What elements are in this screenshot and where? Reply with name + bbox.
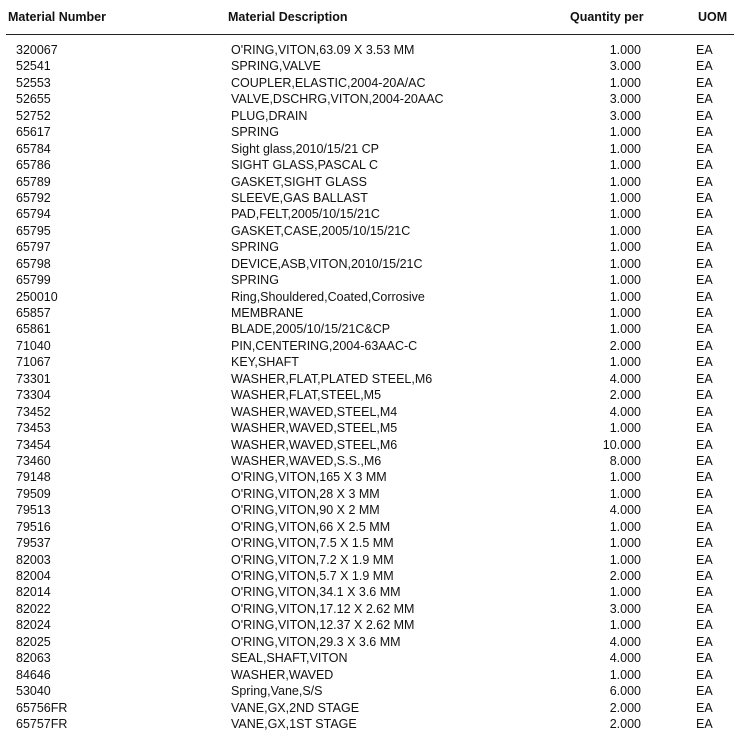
header-uom: UOM — [698, 10, 728, 24]
parts-table-body — [0, 42, 740, 732]
table-row — [0, 42, 740, 58]
table-row — [0, 552, 740, 568]
material-number-cell: 82025 — [16, 634, 51, 649]
material-number-cell: 82022 — [16, 601, 51, 616]
material-number-cell: 250010 — [16, 289, 58, 304]
material-description-cell: O'RING,VITON,66 X 2.5 MM — [231, 519, 391, 534]
table-row — [0, 535, 740, 551]
material-number-cell: 71067 — [16, 355, 51, 370]
header-quantity-per: Quantity per — [570, 10, 644, 24]
quantity-cell: 8.000 — [609, 453, 641, 468]
material-description-cell: O'RING,VITON,29.3 X 3.6 MM — [231, 634, 401, 649]
material-number-cell: 65795 — [16, 223, 51, 238]
material-number-cell: 53040 — [16, 684, 51, 699]
quantity-cell: 1.000 — [609, 240, 641, 255]
material-number-cell: 65797 — [16, 240, 51, 255]
uom-cell: EA — [696, 273, 713, 288]
quantity-cell: 1.000 — [609, 273, 641, 288]
table-row — [0, 223, 740, 239]
table-row — [0, 700, 740, 716]
quantity-cell: 1.000 — [609, 421, 641, 436]
material-description-cell: VALVE,DSCHRG,VITON,2004-20AAC — [231, 92, 444, 107]
material-description-cell: WASHER,FLAT,STEEL,M5 — [231, 388, 382, 403]
quantity-cell: 4.000 — [609, 503, 641, 518]
quantity-cell: 1.000 — [609, 618, 641, 633]
table-row — [0, 58, 740, 74]
table-row — [0, 716, 740, 732]
material-number-cell: 73452 — [16, 404, 51, 419]
uom-cell: EA — [696, 240, 713, 255]
quantity-cell: 1.000 — [609, 125, 641, 140]
quantity-cell: 2.000 — [609, 700, 641, 715]
quantity-cell: 1.000 — [609, 158, 641, 173]
material-number-cell: 65786 — [16, 158, 51, 173]
quantity-cell: 1.000 — [609, 223, 641, 238]
uom-cell: EA — [696, 207, 713, 222]
quantity-cell: 2.000 — [609, 338, 641, 353]
quantity-cell: 1.000 — [609, 667, 641, 682]
material-description-cell: SPRING,VALVE — [231, 59, 321, 74]
material-number-cell: 79537 — [16, 536, 51, 551]
material-number-cell: 52655 — [16, 92, 51, 107]
quantity-cell: 2.000 — [609, 569, 641, 583]
material-description-cell: WASHER,WAVED,STEEL,M5 — [231, 421, 398, 436]
uom-cell: EA — [696, 223, 713, 238]
quantity-cell: 4.000 — [609, 651, 641, 666]
quantity-cell: 1.000 — [609, 355, 641, 370]
material-description-cell: O'RING,VITON,165 X 3 MM — [231, 470, 387, 485]
uom-cell: EA — [696, 552, 713, 567]
material-description-cell: SLEEVE,GAS BALLAST — [231, 190, 368, 205]
material-description-cell: WASHER,FLAT,PLATED STEEL,M6 — [231, 371, 433, 386]
table-row — [0, 683, 740, 699]
table-row — [0, 667, 740, 683]
header-divider — [6, 34, 734, 35]
material-description-cell: O'RING,VITON,34.1 X 3.6 MM — [231, 585, 401, 600]
table-row — [0, 206, 740, 222]
uom-cell: EA — [696, 437, 713, 452]
material-description-cell: Spring,Vane,S/S — [231, 684, 323, 699]
material-description-cell: O'RING,VITON,63.09 X 3.53 MM — [231, 43, 415, 57]
material-number-cell: 73304 — [16, 388, 51, 403]
uom-cell: EA — [696, 536, 713, 551]
material-description-cell: DEVICE,ASB,VITON,2010/15/21C — [231, 256, 423, 271]
table-row — [0, 190, 740, 206]
table-row — [0, 305, 740, 321]
material-number-cell: 73301 — [16, 371, 51, 386]
table-row — [0, 502, 740, 518]
uom-cell: EA — [696, 289, 713, 304]
material-number-cell: 79148 — [16, 470, 51, 485]
quantity-cell: 2.000 — [609, 388, 641, 403]
uom-cell: EA — [696, 355, 713, 370]
material-description-cell: WASHER,WAVED,STEEL,M4 — [231, 404, 398, 419]
table-row — [0, 157, 740, 173]
quantity-cell: 1.000 — [609, 190, 641, 205]
quantity-cell: 1.000 — [609, 174, 641, 189]
material-description-cell: SPRING — [231, 125, 279, 140]
uom-cell: EA — [696, 684, 713, 699]
quantity-cell: 4.000 — [609, 371, 641, 386]
material-number-cell: 82063 — [16, 651, 51, 666]
quantity-cell: 1.000 — [609, 306, 641, 320]
quantity-cell: 1.000 — [609, 322, 641, 337]
uom-cell: EA — [696, 388, 713, 403]
uom-cell: EA — [696, 125, 713, 140]
uom-cell: EA — [696, 453, 713, 468]
table-row — [0, 634, 740, 650]
quantity-cell: 1.000 — [609, 207, 641, 222]
material-description-cell: WASHER,WAVED,S.S.,M6 — [231, 453, 382, 468]
uom-cell: EA — [696, 667, 713, 682]
material-number-cell: 79516 — [16, 519, 51, 534]
table-row — [0, 437, 740, 453]
material-number-cell: 79509 — [16, 486, 51, 501]
material-description-cell: O'RING,VITON,90 X 2 MM — [231, 503, 380, 518]
material-number-cell: 73453 — [16, 421, 51, 436]
material-description-cell: VANE,GX,2ND STAGE — [231, 700, 360, 715]
uom-cell: EA — [696, 470, 713, 485]
material-description-cell: PAD,FELT,2005/10/15/21C — [231, 207, 380, 222]
table-row — [0, 519, 740, 535]
table-row — [0, 108, 740, 124]
table-row — [0, 289, 740, 305]
material-number-cell: 65799 — [16, 273, 51, 288]
material-number-cell: 65617 — [16, 125, 51, 140]
quantity-cell: 4.000 — [609, 404, 641, 419]
material-description-cell: WASHER,WAVED — [231, 667, 334, 682]
material-description-cell: COUPLER,ELASTIC,2004-20A/AC — [231, 75, 426, 90]
quantity-cell: 6.000 — [609, 684, 641, 699]
table-row — [0, 272, 740, 288]
table-row — [0, 141, 740, 157]
material-description-cell: GASKET,CASE,2005/10/15/21C — [231, 223, 411, 238]
uom-cell: EA — [696, 716, 713, 731]
material-description-cell: SIGHT GLASS,PASCAL C — [231, 158, 379, 173]
quantity-cell: 1.000 — [609, 289, 641, 304]
material-description-cell: BLADE,2005/10/15/21C&CP — [231, 322, 391, 337]
material-number-cell: 73460 — [16, 453, 51, 468]
quantity-cell: 1.000 — [609, 75, 641, 90]
header-material-number: Material Number — [8, 10, 106, 24]
uom-cell: EA — [696, 92, 713, 107]
table-row — [0, 601, 740, 617]
table-row — [0, 420, 740, 436]
material-number-cell: 65794 — [16, 207, 51, 222]
quantity-cell: 1.000 — [609, 519, 641, 534]
quantity-cell: 3.000 — [609, 108, 641, 123]
uom-cell: EA — [696, 618, 713, 633]
quantity-cell: 1.000 — [609, 536, 641, 551]
material-number-cell: 65757FR — [16, 716, 68, 731]
uom-cell: EA — [696, 651, 713, 666]
material-description-cell: KEY,SHAFT — [231, 355, 299, 370]
uom-cell: EA — [696, 519, 713, 534]
table-row — [0, 387, 740, 403]
uom-cell: EA — [696, 306, 713, 320]
material-number-cell: 82003 — [16, 552, 51, 567]
material-description-cell: VANE,GX,1ST STAGE — [231, 716, 357, 731]
quantity-cell: 1.000 — [609, 470, 641, 485]
quantity-cell: 1.000 — [609, 486, 641, 501]
table-row — [0, 404, 740, 420]
table-row — [0, 256, 740, 272]
material-description-cell: MEMBRANE — [231, 306, 304, 320]
material-description-cell: O'RING,VITON,12.37 X 2.62 MM — [231, 618, 415, 633]
table-header — [0, 0, 740, 28]
material-number-cell: 79513 — [16, 503, 51, 518]
table-row — [0, 486, 740, 502]
uom-cell: EA — [696, 59, 713, 74]
table-row — [0, 584, 740, 600]
quantity-cell: 3.000 — [609, 59, 641, 74]
uom-cell: EA — [696, 158, 713, 173]
table-row — [0, 91, 740, 107]
table-row — [0, 239, 740, 255]
quantity-cell: 2.000 — [609, 716, 641, 731]
material-description-cell: SEAL,SHAFT,VITON — [231, 651, 348, 666]
material-description-cell: GASKET,SIGHT GLASS — [231, 174, 367, 189]
material-description-cell: O'RING,VITON,7.5 X 1.5 MM — [231, 536, 394, 551]
table-row — [0, 371, 740, 387]
quantity-cell: 1.000 — [609, 256, 641, 271]
uom-cell: EA — [696, 338, 713, 353]
uom-cell: EA — [696, 322, 713, 337]
uom-cell: EA — [696, 75, 713, 90]
material-number-cell: 52541 — [16, 59, 51, 74]
table-row — [0, 354, 740, 370]
material-number-cell: 52752 — [16, 108, 51, 123]
uom-cell: EA — [696, 585, 713, 600]
uom-cell: EA — [696, 141, 713, 156]
material-number-cell: 65784 — [16, 141, 51, 156]
material-description-cell: O'RING,VITON,17.12 X 2.62 MM — [231, 601, 415, 616]
material-description-cell: SPRING — [231, 240, 279, 255]
quantity-cell: 1.000 — [609, 552, 641, 567]
header-material-description: Material Description — [228, 10, 348, 24]
material-number-cell: 65756FR — [16, 700, 68, 715]
material-number-cell: 65861 — [16, 322, 51, 337]
table-row — [0, 174, 740, 190]
table-row — [0, 617, 740, 633]
uom-cell: EA — [696, 404, 713, 419]
material-number-cell: 320067 — [16, 43, 58, 57]
uom-cell: EA — [696, 486, 713, 501]
quantity-cell: 3.000 — [609, 92, 641, 107]
table-row — [0, 75, 740, 91]
material-description-cell: O'RING,VITON,5.7 X 1.9 MM — [231, 569, 394, 583]
quantity-cell: 4.000 — [609, 634, 641, 649]
table-row — [0, 568, 740, 584]
uom-cell: EA — [696, 503, 713, 518]
quantity-cell: 3.000 — [609, 601, 641, 616]
material-number-cell: 65857 — [16, 306, 51, 320]
material-description-cell: SPRING — [231, 273, 279, 288]
quantity-cell: 1.000 — [609, 141, 641, 156]
table-row — [0, 453, 740, 469]
material-description-cell: O'RING,VITON,7.2 X 1.9 MM — [231, 552, 394, 567]
table-row — [0, 469, 740, 485]
material-number-cell: 84646 — [16, 667, 51, 682]
material-description-cell: Ring,Shouldered,Coated,Corrosive — [231, 289, 425, 304]
uom-cell: EA — [696, 569, 713, 583]
material-number-cell: 73454 — [16, 437, 51, 452]
material-number-cell: 52553 — [16, 75, 51, 90]
uom-cell: EA — [696, 190, 713, 205]
material-number-cell: 65789 — [16, 174, 51, 189]
table-row — [0, 650, 740, 666]
material-description-cell: O'RING,VITON,28 X 3 MM — [231, 486, 380, 501]
table-row — [0, 321, 740, 337]
uom-cell: EA — [696, 371, 713, 386]
uom-cell: EA — [696, 700, 713, 715]
uom-cell: EA — [696, 634, 713, 649]
material-description-cell: PLUG,DRAIN — [231, 108, 308, 123]
uom-cell: EA — [696, 108, 713, 123]
material-number-cell: 82004 — [16, 569, 51, 583]
material-number-cell: 82024 — [16, 618, 51, 633]
material-number-cell: 71040 — [16, 338, 51, 353]
uom-cell: EA — [696, 256, 713, 271]
uom-cell: EA — [696, 601, 713, 616]
quantity-cell: 1.000 — [609, 585, 641, 600]
table-row — [0, 124, 740, 140]
material-number-cell: 82014 — [16, 585, 51, 600]
material-number-cell: 65792 — [16, 190, 51, 205]
uom-cell: EA — [696, 43, 713, 57]
material-number-cell: 65798 — [16, 256, 51, 271]
quantity-cell: 10.000 — [602, 437, 641, 452]
uom-cell: EA — [696, 174, 713, 189]
uom-cell: EA — [696, 421, 713, 436]
quantity-cell: 1.000 — [609, 43, 641, 57]
material-description-cell: Sight glass,2010/15/21 CP — [231, 141, 380, 156]
material-description-cell: PIN,CENTERING,2004-63AAC-C — [231, 338, 418, 353]
table-row — [0, 338, 740, 354]
material-description-cell: WASHER,WAVED,STEEL,M6 — [231, 437, 398, 452]
